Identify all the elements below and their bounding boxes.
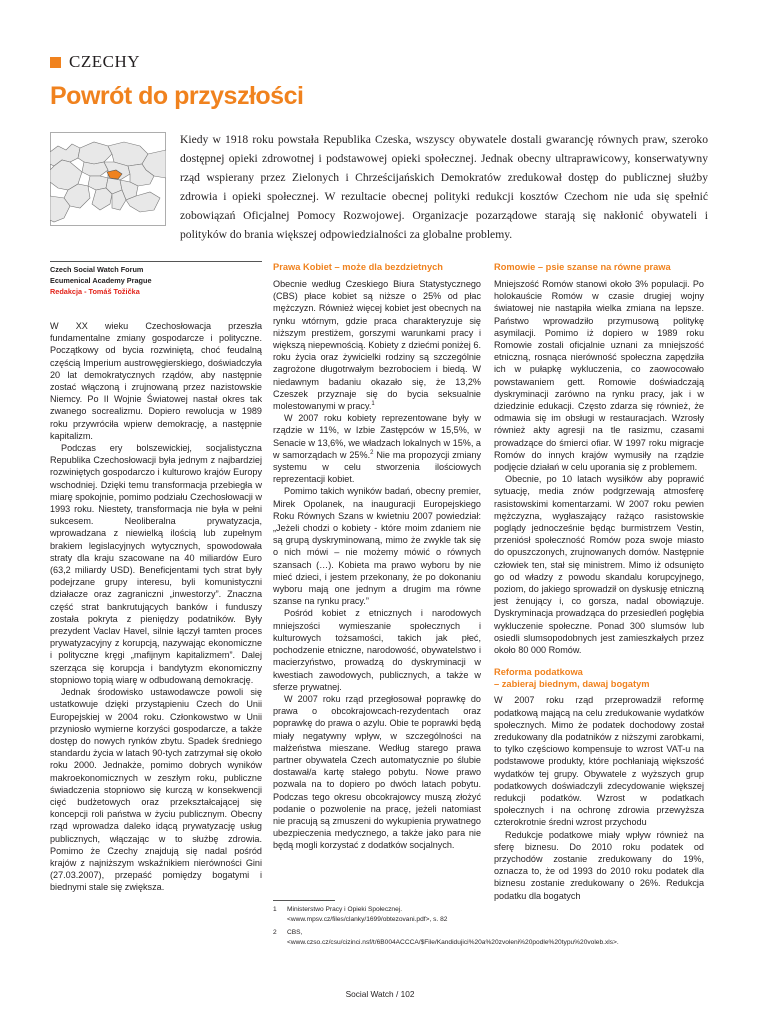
paragraph: W 2007 roku rząd przeprowadził reformę podatkową mającą na celu zredukowanie wydatków społecznych. Mimo że podatek dochodowy został zredukowany dla podatników z niższymi zarobkami, to tylko częściowo kompensuje to wzrost VAT-u na podstawowe produkty, które pochłaniają większość wydatków tej grupy. Obywatele z wyższych grup podatkowych doświadczyli zdecydowanie większej redukcji podatków. Wzrost w podatkach społecznych i na ochronę zdrowia przewyższa czterokrotnie średni wzrost przychodu	[494, 695, 704, 828]
footnote: 2 CBS, <www.czso.cz/csu/cizinci.nsf/t/6B004ACCCA/$File/Kandidujici%20a%20zvoleni%20podle%20typu%20voleb.xls>.	[273, 929, 619, 946]
paragraph: W 2007 roku kobiety reprezentowane były w rządzie w 11%, w Izbie Zastępców w 15,5%, w Senacie w 13,6%, we władzach lokalnych w 15%, a w samorządach w 25%.$^2$ Nie ma propozycji zmiany systemu w celu stworzenia ilościowych reprezentacji kobiet.	[273, 413, 482, 485]
section-heading-women: Prawa Kobiet – może dla bezdzietnych	[273, 262, 443, 272]
paragraph: Jednak środowisko ustawodawcze powoli się ustatkowuje dzięki przystąpieniu Czech do Unii Europejskiej w 2004 roku. Członkowstwo w Unii przyniosło wymierne korzyści gospodarcze, a także dostęp do nowych rynków zbytu. Spadek średniego standardu życia w latach 90-tych zatrzymał się około roku 2000. Jednakże, pomimo dobrych wyników makroekonomicznych w zeszłym roku, publiczne świadczenia stopniowo się kurczą w konsekwencji cięć budżetowych oraz przekształcającej się koncepcji roli państwa w życiu publicznym. Obecny rząd wprowadza daleko idącą prywatyzację usług publicznych, włączając w to służbę zdrowia. Pomimo że Czechy znajdują się nadal pośród krajów z najniższym wskaźnikiem nierówności Gini (27.03.2007), przepaść pomiędzy bogatymi i biednymi stale się zwiększa.	[50, 687, 262, 893]
footnotes	[273, 900, 619, 951]
section-heading-tax: Reforma podatkowa – zabieraj biednym, dawaj bogatym	[494, 667, 650, 690]
section-heading-roma: Romowie – psie szanse na równe prawa	[494, 262, 671, 272]
column-2	[273, 278, 481, 852]
paragraph: Pomimo takich wyników badań, obecny premier, Mirek Opolanek, na inauguracji Europejskiego Roku Równych Szans w kwietniu 2007 powiedział: „Jeżeli chodzi o kobiety - które moim zdaniem nie są grupą dyskryminowaną, mimo że zwykle tak się o nich mówi – nie możemy mówić o równych szansach (…). Kobieta ma prawo wyboru by nie mieć dzieci, i jestem przekonany, że po dokonaniu wyboru mają one jednym a drugim ma równe szanse na rynku pracy.”	[273, 486, 481, 607]
credit-editor: Redakcja - Tomáš Tožička	[50, 287, 140, 296]
page-title: Powrót do przyszłości	[50, 82, 304, 110]
intro-paragraph: Kiedy w 1918 roku powstała Republika Czeska, wszyscy obywatele dostali gwarancję równych praw, szeroko dostępnej opieki zdrowotnej i podstawowej opieki społecznej. Jednak obecny ultraprawicowy, konserwatywny rząd wspierany przez Zielonych i Chrześcijańskich Demokratów zredukował dostęp do publicznej służby zdrowia i opieki społecznej. W rezultacie obecnej polityki redukcji kosztów Czechom nie uda się spełnić zobowiązań Oficjalnej Pomocy Rozwojowej. Organizacje pozarządowe starają się nakłonić obywateli i polityków do brania większej odpowiedzialności za globalne problemy.	[180, 133, 708, 241]
footnote: 1 Ministerstwo Pracy i Opieki Społecznej. <www.mpsv.cz/files/clanky/1699/obtezovani.pdf>, s. 82	[273, 906, 448, 923]
column-3	[494, 278, 704, 902]
paragraph: W XX wieku Czechosłowacja przeszła fundamentalne zmiany gospodarcze i polityczne. Początkowy od bycia rozwiniętą, choć feudalną częścią Imperium austrowęgierskiego, doświadczyła 20 lat demokratycznych rządów, aby następnie zostać włączoną i zrujnowaną przez nazistowskie Niemcy. Po II Wojnie Światowej nastał okres tak zwanego socrealizmu. Dopiero rewolucja w 1989 roku przywróciła wpierw demokrację, a następnie kapitalizm.	[50, 321, 262, 441]
paragraph: Pośród kobiet z etnicznych i narodowych mniejszości wymieszanie społecznych i kulturowych tożsamości, takich jak płeć, pochodzenie etniczne, narodowość, obywatelstwo i macierzyństwo, prowadzą do dyskryminacji w kwestiach zawodowych, publicznych, a także w sferze prywatnej.	[273, 608, 481, 692]
paragraph: Obecnie, po 10 latach wysiłków aby poprawić sytuację, media znów podgrzewają atmosferę rasistowskimi komentarzami. W 2007 roku pewien mężczyzna, wygłaszający rażąco rasistowskie poglądy jednocześnie będąc burmistrzem Vestin, przeniósł społeczność Romów poza swoje miasto do opuszczonych, zrujnowanych domów. Następnie człowiek ten, stał się ministrem. Mimo iż odsunięto go od władzy z powodu skandalu korupcyjnego, poziom, do jakiego sprowadził on dyskusję etniczną jest żenujący i, co gorsza, nadal obowiązuje. Dyskryminacja prowadząca do przesiedleń pogłębia wykluczenie społeczne. Ponad 300 slumsów lub osiedli slumsopodobnych jest zamieszkałych przez około 80 000 Romów.	[494, 474, 704, 656]
page-footer: Social Watch / 102	[345, 989, 415, 999]
paragraph: Redukcje podatkowe miały wpływ również na sferę biznesu. Do 2010 roku podatek od przychodów zostanie zredukowany do 19%, oznacza to, że od 1993 do 2010 roku podatek dla biznesu zostanie zredukowany o 26%. Redukcja podatku dla bogatych	[494, 829, 704, 901]
footnote-ref-1: 1	[371, 401, 375, 407]
column-1	[50, 320, 262, 894]
country-header	[50, 52, 140, 72]
paragraph: Mniejszość Romów stanowi około 3% populacji. Po holokauście Romów w czasie drugiej wojny światowej nie nastąpiła wielka zmiana na lepsze. Państwo wprowadziło przymusową politykę asymilacji. Pomimo iż dopiero w 1989 roku Romowie zostali oficjalnie uznani za mniejszość etniczną, rosnąca nierówność społeczna zapędziła ich w pułapkę wykluczenia, co zaowocowało powstawaniem gett. Romowie doświadczają dyskryminacji zarówno na rynku pracy, jak i w dziedzinie edukacji. Często zdarza się również, że odmawia się im obsługi w restauracjach. Wzrosły również akty agresji na tle rasizmu, czasami prowadzące do śmierci ofiar. W 1997 roku migracje Romów do innych krajów wymusiły na rządzie podjęcie działań w celu uporania się z problemem.	[494, 279, 704, 473]
footnote-ref-2: 2	[370, 449, 374, 456]
country-name: CZECHY	[69, 52, 140, 71]
europe-map-image	[50, 132, 166, 226]
credit-org-2: Ecumenical Academy Prague	[50, 276, 152, 285]
paragraph: Obecnie według Czeskiego Biura Statystycznego (CBS) płace kobiet są niższe o 25% od płac mężczyzn. Również więcej kobiet jest obecnych na rynku wtórnym, gdzie praca charakteryzuje się niższym prestiżem, gorszymi warunkami pracy i większą niepewnością. Kobiety z dziećmi poniżej 6. roku życia oraz żywicielki rodziny są szczególnie zagrożone długotrwałym bezrobociem i biedą. W niedawnym badaniu okazało się, że 13,2% Czeszek przyznaje się do bycia seksualnie molestowanymi w pracy.$^1$	[273, 279, 481, 412]
paragraph: W 2007 roku rząd przegłosował poprawkę do prawa o obcokrajowcach-rezydentach oraz poprawkę do prawa o azylu. Obie te poprawki będą miały negatywny wpływ, w szczególności na małżeństwa mieszane. Według starego prawa partner obywatela Czech automatycznie po ślubie dostawał/a kartę stałego pobytu. Nowe prawo pozwala na to dopiero po dwóch latach pobytu. Podczas tego okresu obcokrajowcy muszą złożyć podanie o pozwolenie na pracę, jeżeli natomiast nie pracują są zmuszeni do wykupienia prywatnego ubezpieczenia medycznego, a także jako para nie będą mogli korzystać z dodatków socjalnych.	[273, 693, 481, 851]
credits	[50, 261, 262, 297]
credit-org-1: Czech Social Watch Forum	[50, 265, 144, 274]
footnote-rule	[273, 900, 335, 901]
orange-square-icon	[50, 57, 61, 68]
paragraph: Podczas ery bolszewickiej, socjalistyczna Republika Czechosłowacji była jednym z najbardziej rozwiniętych gospodarczo i kulturowo krajów Europy wschodniej. Dzięki temu transformacja przebiegła w miarę spokojnie, pomimo podziału Czechosłowacji w 1993 roku. Niestety, transformacja nie była w pełni sukcesem. Neoliberalna prywatyzacja, wprowadzana z niewielką ilością lub zupełnym brakiem legislacyjnych wytycznych, spowodowała straty dla kraju szacowane na 40 miliardów Euro (63,2 miliardy USD). Beneficjentami tych strat były podejrzane grupy interesu, byli komunistyczni działacze oraz zagraniczni „inwestorzy”. Znaczna część strat bankrutujących banków i funduszy została pokryta z pieniędzy podatników. Były prezydent Vaclav Havel, silnie łączył tamten proces prywatyzacyjny z korupcją, nazywając ekonomiczne i polityczne kręgi „mafijnym kapitalizmem”. Dalej szerząca się korupcja i bandytyzm ekonomiczny stopniowo topią wiarę w odbudowaną demokrację.	[50, 443, 262, 685]
